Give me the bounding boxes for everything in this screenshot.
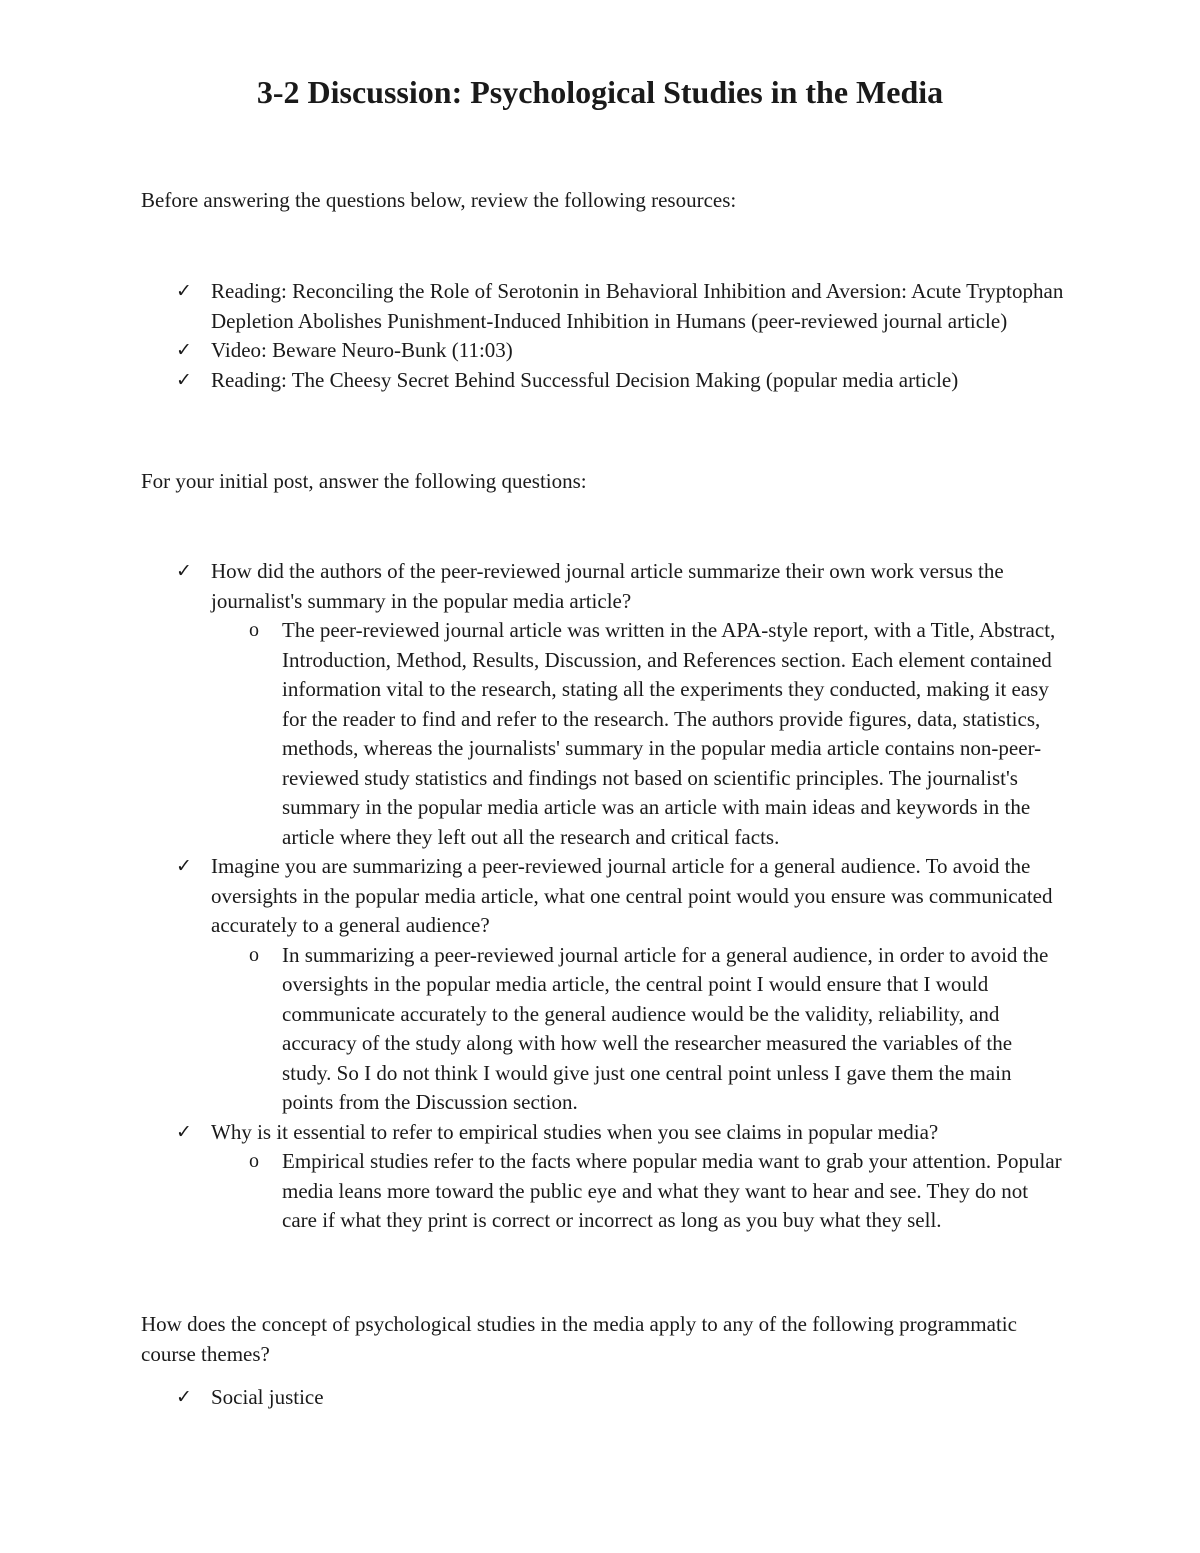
answer-text: The peer-reviewed journal article was written in the APA-style report, with a Title, Abstract, Introduction, Method, Results, Discussion, and References section. Each element contained information vital to the research, stating all the experiments they conducted, making it easy for the reader to find and refer to the research. The authors provide figures, data, statistics, methods, whereas the journalists' summary in the popular media article contains non-peer-reviewed study statistics and findings not based on scientific principles. The journalist's summary in the popular media article was an article with main ideas and keywords in the article where they left out all the research and critical facts. (282, 618, 1056, 849)
resource-text: Reading: Reconciling the Role of Serotonin in Behavioral Inhibition and Aversion: Acute Tryptophan Depletion Abolishes Punishment-Induced Inhibition in Humans (peer-reviewed journal article) (211, 279, 1064, 333)
resource-text: Reading: The Cheesy Secret Behind Successful Decision Making (popular media article) (211, 367, 959, 392)
question-text: How did the authors of the peer-reviewed journal article summarize their own work versus the journalist's summary in the popular media article? (211, 559, 1004, 613)
theme-text: Social justice (211, 1385, 324, 1409)
questions-intro-text: For your initial post, answer the following questions: (141, 469, 587, 493)
question-text: Imagine you are summarizing a peer-reviewed journal article for a general audience. To avoid the oversights in the popular media article, what one central point would you ensure was communicated accurately to a general audience? (211, 854, 1053, 937)
bullet-o-icon: o (249, 1150, 259, 1172)
checkmark-icon: ✓ (176, 280, 192, 302)
page-title: 3-2 Discussion: Psychological Studies in the Media (256, 74, 944, 110)
checkmark-icon: ✓ (176, 1386, 192, 1408)
answer-text: In summarizing a peer-reviewed journal article for a general audience, in order to avoid the oversights in the popular media article, the central point I would ensure that I would communicate accurately to the general audience would be the validity, reliability, and accuracy of the study along with how well the researcher measured the variables of the study. So I do not think I would give just one central point unless I gave them the main points from the Discussion section. (282, 942, 1049, 1114)
checkmark-icon: ✓ (176, 560, 192, 582)
resource-text: Video: Beware Neuro-Bunk (11:03) (211, 338, 513, 362)
question-item (0, 852, 1071, 1118)
question-text: Why is it essential to refer to empirical studies when you see claims in popular media? (211, 1119, 939, 1144)
resource-list (0, 277, 1200, 395)
bullet-o-icon: o (249, 619, 259, 641)
answer-item (0, 616, 1062, 852)
bullet-o-icon: o (249, 943, 259, 966)
list-item (0, 366, 1071, 396)
list-item (0, 336, 1071, 366)
answer-item (0, 1147, 1062, 1236)
answer-text: Empirical studies refer to the facts where popular media want to grab your attention. Popular media leans more toward the public eye and what they want to hear and see. They do not care if what they print is correct or incorrect as long as you buy what they sell. (282, 1149, 1062, 1232)
question-item (0, 1118, 1071, 1236)
checkmark-icon: ✓ (176, 1120, 192, 1143)
question-item (0, 557, 1071, 852)
themes-intro-text: How does the concept of psychological studies in the media apply to any of the following programmatic course themes? (141, 1312, 1017, 1366)
intro-text: Before answering the questions below, review the following resources: (141, 188, 737, 212)
theme-list (0, 1383, 1200, 1413)
list-item (0, 1383, 1071, 1413)
list-item (0, 277, 1071, 336)
checkmark-icon: ✓ (176, 339, 192, 361)
checkmark-icon: ✓ (176, 855, 192, 877)
question-list (0, 557, 1200, 1236)
checkmark-icon: ✓ (176, 368, 192, 391)
answer-item (0, 941, 1062, 1118)
